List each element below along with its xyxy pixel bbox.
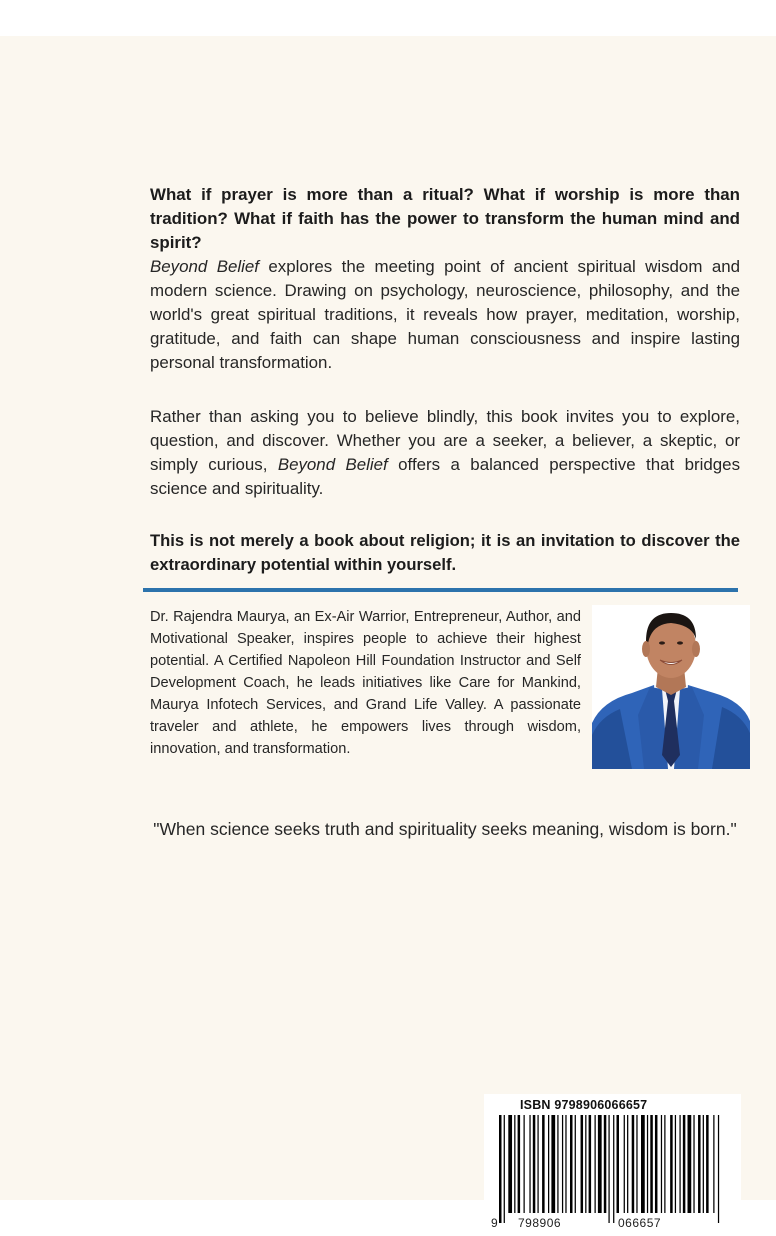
barcode-bar (542, 1115, 545, 1213)
barcode-bar (617, 1115, 620, 1213)
invitation-paragraph (150, 405, 740, 501)
author-bio: Dr. Rajendra Maurya, an Ex-Air Warrior, Entrepreneur, Author, and Motivational Speaker, inspires people to achieve their highest potential. A Certified Napoleon Hill Foundation Instructor and Self Development Coach, he leads initiatives like Care for Mankind, Maurya Infotech Services, and Grand Life Valley. A passionate traveler and athlete, he empowers lives through wisdom, innovation, and transformation. (150, 609, 581, 757)
barcode-bar (575, 1115, 576, 1213)
barcode-bar (562, 1115, 563, 1213)
barcode-bar (589, 1115, 592, 1213)
barcode-bar (518, 1115, 521, 1213)
barcode-right-digits: 066657 (618, 1216, 662, 1230)
barcode-bar (641, 1115, 645, 1213)
barcode-bar (557, 1115, 558, 1213)
barcode-bar (533, 1115, 536, 1213)
barcode-bar (664, 1115, 665, 1213)
barcode-bar (683, 1115, 686, 1213)
back-cover (0, 36, 776, 1230)
barcode-bar (565, 1115, 566, 1213)
barcode-bar (718, 1115, 719, 1223)
barcode-bar (679, 1115, 680, 1213)
opening-questions: What if prayer is more than a ritual? What if worship is more than tradition? What if faith has the power to transform the human mind and spirit? (150, 185, 740, 252)
barcode-bar (688, 1115, 692, 1213)
barcode-bar (703, 1115, 704, 1213)
barcode-bar (650, 1115, 653, 1213)
barcode-bar (661, 1115, 662, 1213)
barcode-bar (499, 1115, 502, 1223)
barcode-bar (608, 1115, 609, 1223)
barcode-bar (514, 1115, 515, 1213)
barcode-bar (504, 1115, 505, 1223)
barcode-bar (632, 1115, 635, 1213)
barcode-bar (698, 1115, 701, 1213)
barcode-bar (647, 1115, 648, 1213)
barcode-bar (636, 1115, 637, 1213)
barcode-bar (713, 1115, 714, 1213)
barcode-bar (624, 1115, 625, 1213)
barcode-bar (613, 1115, 614, 1223)
barcode-bar (548, 1115, 549, 1213)
barcode-bar (508, 1115, 512, 1213)
quote: "When science seeks truth and spirituality seeks meaning, wisdom is born." (153, 819, 737, 839)
barcode-bar (706, 1115, 709, 1213)
barcode-first-digit: 9 (491, 1216, 499, 1230)
barcode-bar (570, 1115, 573, 1213)
closing-statement: This is not merely a book about religion; it is an invitation to discover the extraordinary potential within yourself. (150, 531, 740, 574)
barcode-bar (537, 1115, 538, 1213)
barcode-bar (670, 1115, 673, 1213)
barcode-bar (524, 1115, 525, 1213)
invitation-text-end: offers a balanced perspective that bridges science and spirituality. (150, 455, 741, 498)
barcode-bar (585, 1115, 586, 1213)
barcode-bar (655, 1115, 658, 1213)
isbn-label: ISBN 9798906066657 (520, 1098, 648, 1112)
barcode-bar (598, 1115, 602, 1213)
book-title: Beyond Belief (150, 257, 259, 276)
barcode-left-digits: 798906 (518, 1216, 562, 1230)
description-paragraph (150, 255, 740, 375)
barcode-bar (604, 1115, 607, 1213)
book-title: Beyond Belief (277, 455, 388, 474)
section-divider (143, 588, 738, 592)
barcode-bar (627, 1115, 628, 1213)
barcode-bar (595, 1115, 596, 1213)
barcode-bar (693, 1115, 694, 1213)
barcode-bar (529, 1115, 530, 1213)
barcode-bar (551, 1115, 555, 1213)
isbn-barcode (484, 1094, 741, 1236)
author-photo (592, 605, 750, 769)
barcode-bar (675, 1115, 676, 1213)
description-text: explores the meeting point of ancient spiritual wisdom and modern science. Drawing on psychology, neuroscience, philosophy, and the world's great spiritual traditions, it reveals how prayer, meditation, worship, gratitude, and faith can shape human consciousness and inspire lasting personal transformation. (150, 257, 740, 372)
barcode-bars (499, 1115, 725, 1223)
barcode-bar (581, 1115, 584, 1213)
invitation-text-start: Rather than asking you to believe blindly, this book invites you to explore, question, and discover. Whether you are a seeker, a believer, a skeptic, or simply curious, (150, 407, 740, 474)
